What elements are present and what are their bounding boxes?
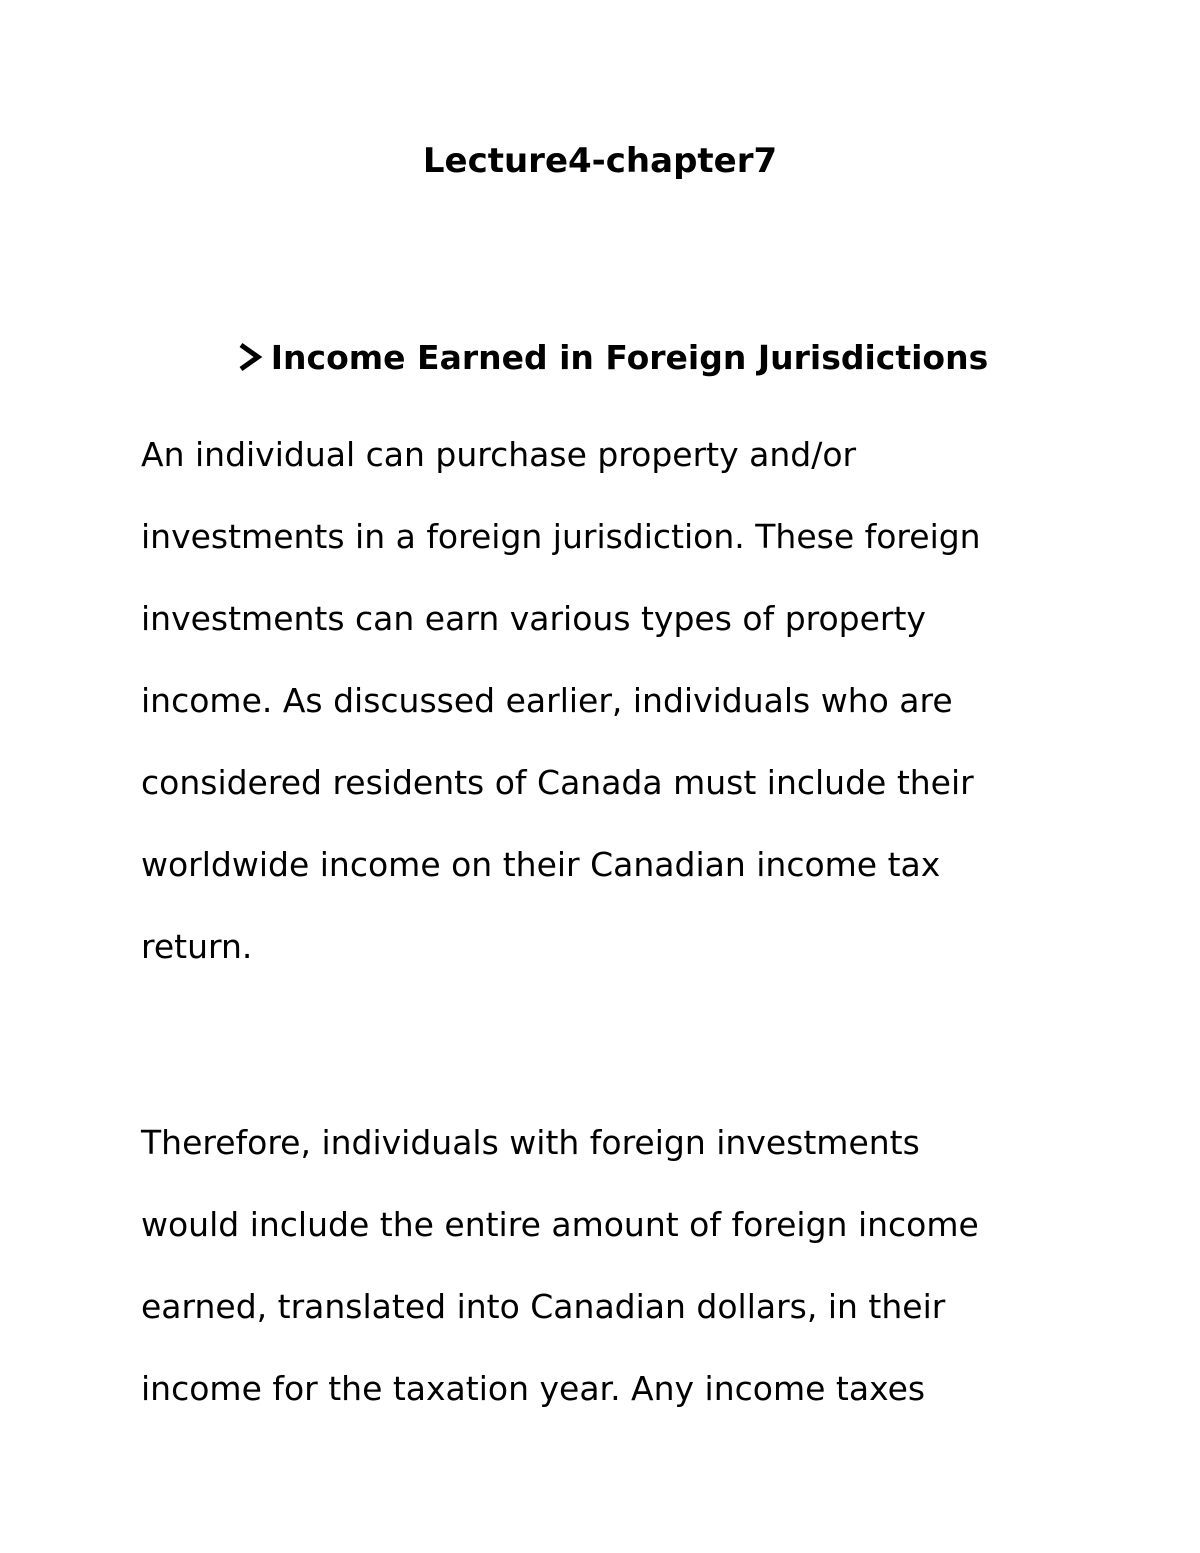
arrowhead-bullet-icon: [237, 342, 263, 372]
paragraph-line: investments can earn various types of property: [141, 599, 926, 638]
paragraph-line: considered residents of Canada must include their: [141, 763, 974, 802]
section-heading-text: Income Earned in Foreign Jurisdictions: [270, 338, 989, 377]
paragraph-line: income. As discussed earlier, individuals who are: [141, 681, 953, 720]
paragraph-line: return.: [141, 927, 253, 966]
paragraph-1: [141, 433, 1061, 1007]
paragraph-line: An individual can purchase property and/or: [141, 435, 857, 474]
paragraph-line: investments in a foreign jurisdiction. These foreign: [141, 517, 981, 556]
paragraph-line: Therefore, individuals with foreign investments: [141, 1123, 920, 1162]
paragraph-2: [141, 1121, 1061, 1449]
paragraph-line: income for the taxation year. Any income taxes: [141, 1369, 926, 1408]
paragraph-line: worldwide income on their Canadian income tax: [141, 845, 941, 884]
document-title: Lecture4-chapter7: [422, 141, 778, 181]
section-heading: [0, 334, 1200, 382]
paragraph-line: would include the entire amount of foreign income: [141, 1205, 979, 1244]
paragraph-line: earned, translated into Canadian dollars, in their: [141, 1287, 946, 1326]
